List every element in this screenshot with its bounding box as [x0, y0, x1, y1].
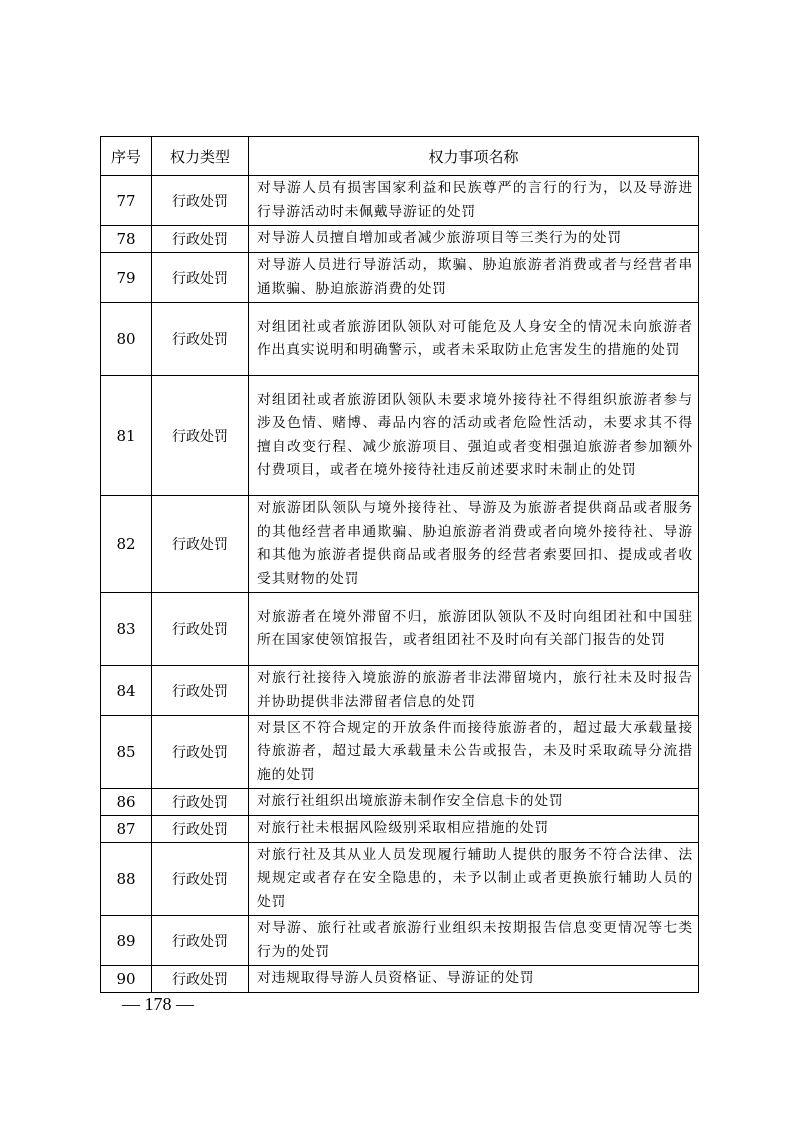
row-power-item-name: 对旅行社未根据风险级别采取相应措施的处罚	[249, 816, 699, 843]
row-serial-number: 88	[101, 843, 152, 916]
row-power-item-name: 对旅行社组织出境旅游未制作安全信息卡的处罚	[249, 789, 699, 816]
row-power-type: 行政处罚	[152, 253, 249, 303]
row-power-item-name: 对旅行社接待入境旅游的旅游者非法滞留境内，旅行社未及时报告并协助提供非法滞留者信息的处罚	[249, 666, 699, 716]
row-power-item-name: 对组团社或者旅游团队领队对可能危及人身安全的情况未向旅游者作出真实说明和明确警示，或者未采取防止危害发生的措施的处罚	[249, 303, 699, 376]
row-serial-number: 83	[101, 593, 152, 666]
row-power-type: 行政处罚	[152, 843, 249, 916]
table-row	[101, 789, 699, 816]
power-items-table	[100, 136, 699, 993]
row-power-item-name: 对违规取得导游人员资格证、导游证的处罚	[249, 966, 699, 993]
row-serial-number: 81	[101, 376, 152, 496]
row-serial-number: 80	[101, 303, 152, 376]
row-power-item-name: 对导游人员有损害国家利益和民族尊严的言行的行为，以及导游进行导游活动时未佩戴导游证的处罚	[249, 176, 699, 226]
row-serial-number: 82	[101, 496, 152, 593]
row-power-type: 行政处罚	[152, 816, 249, 843]
table-row	[101, 176, 699, 226]
row-serial-number: 79	[101, 253, 152, 303]
row-power-item-name: 对景区不符合规定的开放条件而接待旅游者的，超过最大承载量接待旅游者，超过最大承载量未公告或报告，未及时采取疏导分流措施的处罚	[249, 716, 699, 789]
table-row	[101, 916, 699, 966]
row-power-type: 行政处罚	[152, 593, 249, 666]
row-power-type: 行政处罚	[152, 666, 249, 716]
power-items-table-container	[100, 136, 698, 993]
table-row	[101, 843, 699, 916]
row-power-type: 行政处罚	[152, 226, 249, 253]
row-power-type: 行政处罚	[152, 176, 249, 226]
row-power-item-name: 对导游人员进行导游活动，欺骗、胁迫旅游者消费或者与经营者串通欺骗、胁迫旅游消费的处罚	[249, 253, 699, 303]
table-row	[101, 496, 699, 593]
row-power-item-name: 对旅游者在境外滞留不归，旅游团队领队不及时向组团社和中国驻所在国家使领馆报告，或者组团社不及时向有关部门报告的处罚	[249, 593, 699, 666]
row-serial-number: 77	[101, 176, 152, 226]
table-row	[101, 593, 699, 666]
row-serial-number: 86	[101, 789, 152, 816]
header-power-item-name: 权力事项名称	[249, 137, 699, 176]
row-power-item-name: 对组团社或者旅游团队领队未要求境外接待社不得组织旅游者参与涉及色情、赌博、毒品内容的活动或者危险性活动，未要求其不得擅自改变行程、减少旅游项目、强迫或者变相强迫旅游者参加额外付费项目，或者在境外接待社违反前述要求时未制止的处罚	[249, 376, 699, 496]
row-power-type: 行政处罚	[152, 966, 249, 993]
row-serial-number: 84	[101, 666, 152, 716]
table-header-row	[101, 137, 699, 176]
row-serial-number: 87	[101, 816, 152, 843]
table-row	[101, 303, 699, 376]
row-power-type: 行政处罚	[152, 303, 249, 376]
row-serial-number: 89	[101, 916, 152, 966]
row-power-type: 行政处罚	[152, 496, 249, 593]
row-serial-number: 78	[101, 226, 152, 253]
row-power-type: 行政处罚	[152, 716, 249, 789]
row-power-item-name: 对导游人员擅自增加或者减少旅游项目等三类行为的处罚	[249, 226, 699, 253]
table-row	[101, 966, 699, 993]
row-power-item-name: 对导游、旅行社或者旅游行业组织未按期报告信息变更情况等七类行为的处罚	[249, 916, 699, 966]
header-power-type: 权力类型	[152, 137, 249, 176]
page-number: — 178 —	[122, 994, 194, 1014]
table-row	[101, 253, 699, 303]
row-power-item-name: 对旅行社及其从业人员发现履行辅助人提供的服务不符合法律、法规规定或者存在安全隐患的，未予以制止或者更换旅行辅助人员的处罚	[249, 843, 699, 916]
row-power-type: 行政处罚	[152, 376, 249, 496]
table-row	[101, 226, 699, 253]
row-serial-number: 85	[101, 716, 152, 789]
table-row	[101, 376, 699, 496]
row-serial-number: 90	[101, 966, 152, 993]
row-power-item-name: 对旅游团队领队与境外接待社、导游及为旅游者提供商品或者服务的其他经营者串通欺骗、胁迫旅游者消费或者向境外接待社、导游和其他为旅游者提供商品或者服务的经营者索要回扣、提成或者收受其财物的处罚	[249, 496, 699, 593]
table-row	[101, 716, 699, 789]
row-power-type: 行政处罚	[152, 916, 249, 966]
header-serial-number: 序号	[101, 137, 152, 176]
table-row	[101, 666, 699, 716]
table-row	[101, 816, 699, 843]
row-power-type: 行政处罚	[152, 789, 249, 816]
